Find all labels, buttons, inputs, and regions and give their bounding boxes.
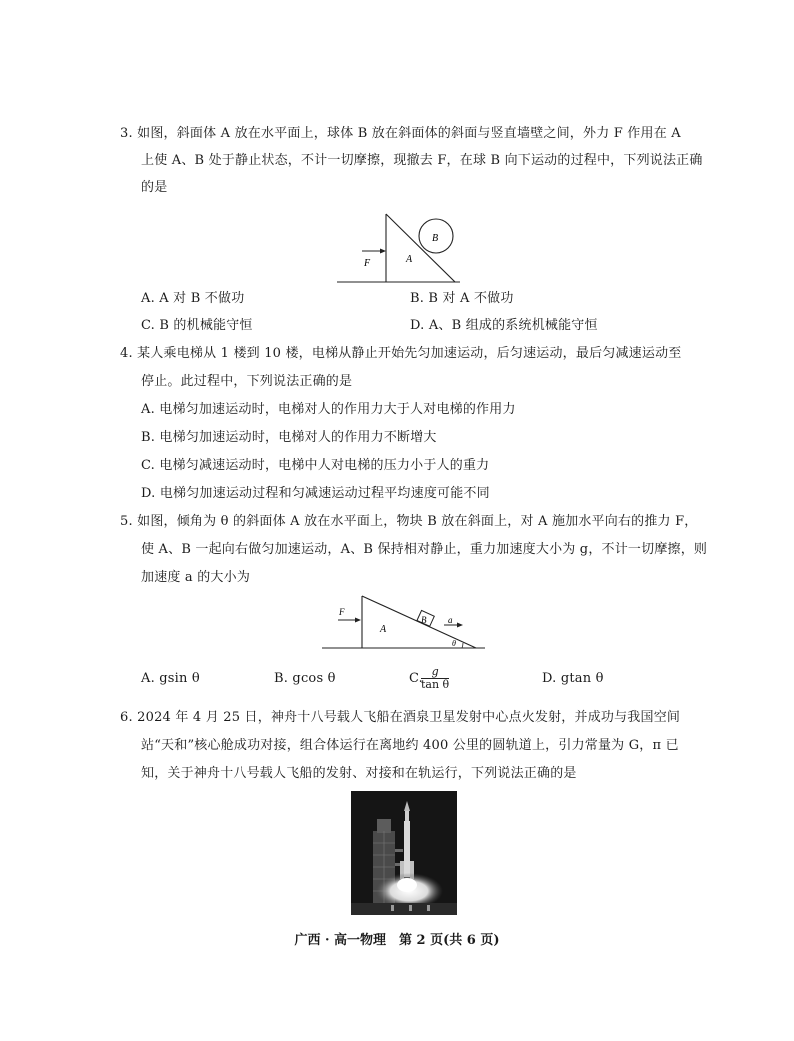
q5-label-f: F bbox=[339, 607, 345, 617]
q4-option-b: B. 电梯匀加速运动时，电梯对人的作用力不断增大 bbox=[141, 430, 437, 445]
q4-stem-line2: 停止。此过程中，下列说法正确的是 bbox=[141, 374, 353, 389]
q3-stem-line1: 3. 如图，斜面体 A 放在水平面上，球体 B 放在斜面体的斜面与竖直墙壁之间，外力 F 作用在 A bbox=[120, 126, 681, 141]
q5-label-accel: a bbox=[448, 615, 453, 625]
q3-option-b: B. B 对 A 不做功 bbox=[410, 291, 514, 306]
q4-option-c: C. 电梯匀减速运动时，电梯中人对电梯的压力小于人的重力 bbox=[141, 458, 490, 473]
q3-label-b: B bbox=[432, 233, 439, 244]
q6-stem-line3: 知，关于神舟十八号载人飞船的发射、对接和在轨运行，下列说法正确的是 bbox=[141, 766, 577, 781]
q4-option-a: A. 电梯匀加速运动时，电梯对人的作用力大于人对电梯的作用力 bbox=[141, 402, 516, 417]
q5-stem-line2: 使 A、B 一起向右做匀加速运动，A、B 保持相对静止，重力加速度大小为 g，不计一切摩擦，则 bbox=[141, 542, 708, 557]
q3-option-d: D. A、B 组成的系统机械能守恒 bbox=[410, 318, 598, 333]
q5-option-c-prefix: C. bbox=[409, 671, 424, 686]
q3-stem-line2: 上使 A、B 处于静止状态，不计一切摩擦，现撤去 F，在球 B 向下运动的过程中，下列说法正确 bbox=[141, 153, 703, 168]
q5-option-c-denominator: tan θ bbox=[421, 678, 450, 691]
q5-option-c-numerator: g bbox=[421, 666, 449, 679]
q3-stem-line3: 的是 bbox=[141, 180, 168, 195]
q4-option-d: D. 电梯匀加速运动过程和匀减速运动过程平均速度可能不同 bbox=[141, 486, 490, 501]
q5-option-a: A. gsin θ bbox=[141, 671, 200, 686]
q5-label-theta: θ bbox=[452, 639, 456, 648]
q5-label-a: A bbox=[380, 624, 387, 635]
q4-stem-line1: 4. 某人乘电梯从 1 楼到 10 楼，电梯从静止开始先匀加速运动，后匀速运动，最后匀减速运动至 bbox=[120, 346, 682, 361]
q6-stem-line1: 6. 2024 年 4 月 25 日，神舟十八号载人飞船在酒泉卫星发射中心点火发射，并成功与我国空间 bbox=[120, 710, 681, 725]
q5-stem-line1: 5. 如图，倾角为 θ 的斜面体 A 放在水平面上，物块 B 放在斜面上，对 A 施加水平向右的推力 F， bbox=[120, 514, 698, 529]
q5-figure bbox=[322, 594, 487, 654]
q5-option-d: D. gtan θ bbox=[542, 671, 604, 686]
q3-label-f: F bbox=[364, 258, 371, 269]
q5-option-c-fraction bbox=[421, 666, 449, 691]
q5-stem-line3: 加速度 a 的大小为 bbox=[141, 570, 251, 585]
q3-figure bbox=[330, 208, 465, 288]
q6-stem-line2: 站“天和”核心舱成功对接，组合体运行在离地约 400 公里的圆轨道上，引力常量为 G，π 已 bbox=[141, 738, 679, 753]
q3-option-c: C. B 的机械能守恒 bbox=[141, 318, 253, 333]
q3-option-a: A. A 对 B 不做功 bbox=[141, 291, 245, 306]
q3-label-a: A bbox=[406, 254, 413, 265]
rocket-launch-photo bbox=[351, 791, 457, 915]
q5-option-b: B. gcos θ bbox=[274, 671, 336, 686]
page-footer: 广西 · 高一物理 第 2 页(共 6 页) bbox=[294, 933, 500, 948]
q5-label-b: B bbox=[421, 615, 427, 625]
